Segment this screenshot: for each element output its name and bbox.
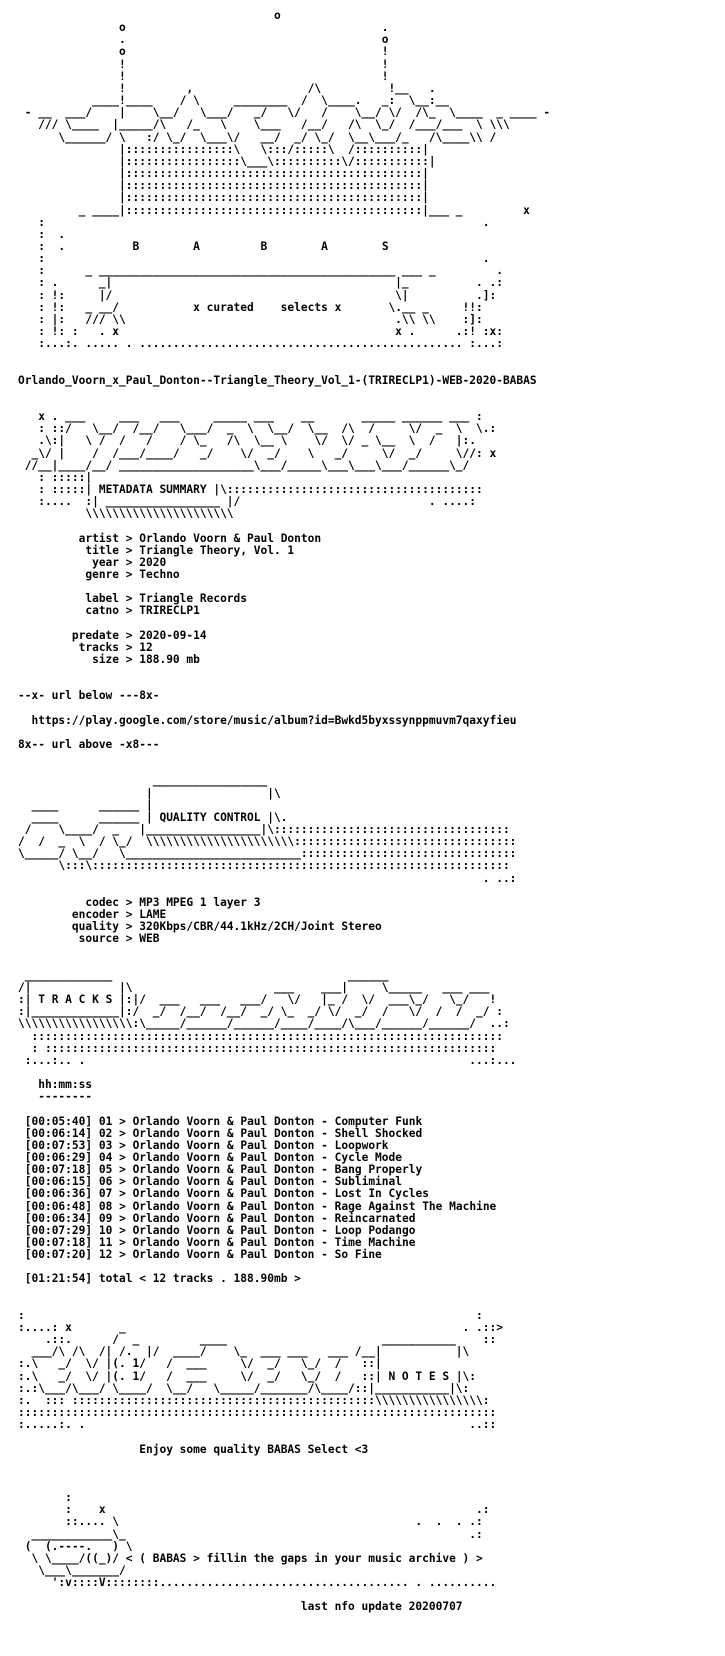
group-tagline: x curated selects x — [193, 300, 342, 314]
notes-text: Enjoy some quality BABAS Select <3 — [139, 1442, 369, 1456]
quality-row-source: source > WEB — [18, 932, 160, 946]
url-line — [18, 715, 648, 727]
url-above-marker: 8x-- url above -x8--- — [18, 737, 160, 751]
track-row: [00:07:18] 05 > Orlando Voorn & Paul Donton - Bang Properly — [24, 1163, 423, 1177]
logo-art-base: : |: /// \\ .\\ \\ :]: : !: : . x x . .:! :x: :...:. ..... . ................................................ :...: — [38, 312, 503, 351]
quality-quality-value: 320Kbps/CBR/44.1kHz/2CH/Joint Stereo — [139, 920, 382, 934]
meta-row-label: label > Triangle Records — [18, 592, 248, 606]
quality-row-encoder: encoder > LAME — [18, 908, 167, 922]
tracks-heading: T R A C K S — [38, 993, 113, 1007]
group-letters: : . B A B A S — [18, 239, 389, 253]
tracks-total — [18, 1273, 648, 1285]
url-below-marker: --x- url below ---8x- — [18, 689, 160, 703]
footer-update: last nfo update 20200707 — [300, 1600, 463, 1614]
quality-codec-value: MP3 MPEG 1 layer 3 — [139, 895, 261, 909]
meta-title-value: Triangle Theory, Vol. 1 — [139, 543, 295, 557]
meta-row-catno: catno > TRIRECLP1 — [18, 604, 200, 618]
notes-heading-line: :.\ _/ \/ |(. 1/ / ___ \/ _/ \_/ / ::| N O T E S |\: — [18, 1369, 477, 1383]
meta-row-title: title > Triangle Theory, Vol. 1 — [18, 543, 295, 557]
footer-slogan: < ( BABAS > fillin the gaps in your music archive ) > — [125, 1551, 483, 1565]
footer-slogan-line: \ \____/((_)/ < ( BABAS > fillin the gaps in your music archive ) > — [18, 1551, 483, 1565]
quality-banner-art-lower: / \____/ _ |_________________|\::::::::::::::::::::::::::::::::::: / / _ \ / \_/ \\\\\\\\\\\\\\\\\\\\\\::::::::::::::::::::::::::::::::: \_____/ \__/ \__________________________:::::::::::::::::::::::::::::::: \:::\:::::::::::::::::::::::::::::::::::::::::::::::::::::::::::::: . ..: — [18, 823, 517, 885]
meta-genre-value: Techno — [139, 568, 180, 581]
notes-text-line — [18, 1444, 648, 1456]
notes-banner-art-lower: :.:\___/\___/ \____/ \__/ \_____/_______/\____/::|___________|\: :. ::: :::::::::::::::::::::::::::::::::::::::::::::\\\\\\\\\\\\\\\\: ::::::::::::::::::::::::::::::::::::::::::::::::::::::::::::::::::::::: :.....:. . ..:: — [18, 1381, 497, 1432]
logo-art-lower: : . : _ ____________________________________________ ___ _ . : . _| |_ . .: : !: |/ \| .]: — [38, 252, 503, 302]
quality-source-value: WEB — [139, 932, 160, 946]
tracks-banner-art-lower: :|_____________|:/ _/ /__/ /__/ _/ \_ _/ \/ _/ / \/ / / _/ : \\\\\\\\\\\\\\\\\:\_____/______/______/____/____/\___/______/______/ ..: :::::::::::::::::::::::::::::::::::::::::::::::::::::::::::::::::::::: : ::::::::::::::::::::::::::::::::::::::::::::::::::::::::::::::::::: :...:.. . ...:... — [18, 1005, 517, 1067]
quality-row-codec: codec > MP3 MPEG 1 layer 3 — [18, 895, 261, 909]
meta-row-genre: genre > Techno — [18, 568, 180, 581]
release-name: Orlando_Voorn_x_Paul_Donton--Triangle_Theory_Vol_1-(TRIRECLP1)-WEB-2020-BABAS — [18, 373, 537, 387]
group-letter-3: B — [260, 239, 268, 253]
track-row: [00:07:20] 12 > Orlando Voorn & Paul Donton - So Fine — [24, 1248, 382, 1262]
metadata-banner-art: x . ___ ___ ___ _____ ___ __ _____ ______ ___ : : ::/ \__/ /__/ \___/ _ \ \__/ \__ /\ / \/ _ \ \.: .\:| \ / / / / \_ /\ \__ \ \/ \/ _ \__ \ / |:. _\/ | / /___/____/ _/ \/ _/ \ _/ \/ _/ \//: x //__|____/__/ ____________________\___/_____\___\___\___/______\_/ : :::::| — [24, 410, 497, 484]
track-row: [00:07:18] 11 > Orlando Voorn & Paul Donton - Time Machine — [24, 1235, 416, 1249]
track-row: [00:06:48] 08 > Orlando Voorn & Paul Donton - Rage Against The Machine — [24, 1199, 497, 1213]
quality-heading: QUALITY CONTROL — [159, 810, 261, 824]
quality-banner-art: _________________ | |\ ____ ______ | — [31, 774, 281, 812]
track-row: [00:06:15] 06 > Orlando Voorn & Paul Donton - Subliminal — [24, 1175, 402, 1189]
notes-heading: N O T E S — [388, 1369, 450, 1383]
notes-banner-art: : : :....: x _ . .::> .::. / _ ____ ___________ :: ___/\ /\ /| /. |/ ____/ \_ ___ ___ ___ /__| |\ :.\ _/ \/ |(. 1/ / ___ \/ _/ \_/ / ::| — [18, 1308, 503, 1371]
tracks-heading-line: :| T R A C K S |:|/ ___ ___ ___/ \/ |_ / \/ ___\_/ \_/ ! — [18, 993, 503, 1007]
quality-encoder-value: LAME — [139, 908, 167, 922]
meta-artist-value: Orlando Voorn & Paul Donton — [139, 531, 322, 545]
meta-row-predate: predate > 2020-09-14 — [18, 628, 207, 642]
quality-heading-line: ____ ______ | QUALITY CONTROL |\. — [18, 810, 490, 824]
track-row: [00:06:36] 07 > Orlando Voorn & Paul Donton - Lost In Cycles — [24, 1187, 429, 1201]
logo-art: o o . . o o ! ! ! ! ! ! , /\ !__ . ____!____ / \ ________ / \____. _: \__:__ - __ ___/ | \__/ \___/ _/ \/ / \__/ \/ /\_ \____ _ ____ - /// \____ |_____/\ /_ \ \___ /__/ /\ \_/ /___/___ \ \\\ \______/ \ :/ \_/ \___\/ __/ _/ \_/ \__\___/_ /\____\\ / |::::::::::::::::\ \:::/:::::\ /::::::::::| |:::::::::::::::::\___\::::::::::\/:::::::::::| |::::::::::::::::::::::::::::::::::::::::::::| |::::::::::::::::::::::::::::::::::::::::::::| |::::::::::::::::::::::::::::::::::::::::::::| _ ____|::::::::::::::::::::::::::::::::::::::::::::|___ _ x : . : . — [24, 9, 551, 241]
meta-size-value: 188.90 mb — [139, 652, 200, 666]
meta-label-value: Triangle Records — [139, 592, 248, 606]
album-url-link[interactable]: https://play.google.com/store/music/album?id=Bwkd5byxssynppmuvm7qaxyfieu — [31, 713, 517, 727]
time-format — [18, 1079, 648, 1091]
track-row: [00:06:34] 09 > Orlando Voorn & Paul Donton - Reincarnated — [24, 1211, 416, 1225]
metadata-heading: METADATA SUMMARY — [98, 482, 207, 496]
meta-year-value: 2020 — [139, 555, 167, 569]
time-format-underline: -------- — [38, 1090, 93, 1104]
track-row: [00:07:53] 03 > Orlando Voorn & Paul Donton - Loopwork — [24, 1138, 389, 1152]
track-row: [00:06:29] 04 > Orlando Voorn & Paul Donton - Cycle Mode — [24, 1150, 402, 1164]
group-letter-2: A — [193, 239, 200, 253]
footer-art-lower: \___\_______/ ':v::::V::::::::..................................... . .......... — [38, 1563, 497, 1590]
group-tagline-line: : !: _ __/ x curated selects x \.__ _ !!: — [18, 300, 503, 314]
meta-row-tracks: tracks > 12 — [18, 640, 153, 654]
group-letter-1: B — [132, 239, 140, 253]
track-row: [00:05:40] 01 > Orlando Voorn & Paul Donton - Computer Funk — [24, 1114, 423, 1128]
footer-update-line — [18, 1601, 648, 1613]
footer-art: : : x .: ::.... \ . . . .: ____________\_ .: ( (.----. ) \ — [24, 1491, 490, 1553]
meta-predate-value: 2020-09-14 — [139, 628, 207, 642]
meta-tracks-value: 12 — [139, 640, 153, 654]
meta-row-size: size > 188.90 mb — [18, 652, 200, 666]
track-row: [00:06:14] 02 > Orlando Voorn & Paul Donton - Shell Shocked — [24, 1126, 423, 1140]
track-row: [00:07:29] 10 > Orlando Voorn & Paul Donton - Loop Podango — [24, 1223, 416, 1237]
quality-row-quality: quality > 320Kbps/CBR/44.1kHz/2CH/Joint Stereo — [18, 920, 382, 934]
metadata-banner-tail: :.... :| _________________ |/ . ....: \\\\\\\\\\\\\\\\\\\\\\ — [38, 495, 477, 521]
group-letter-4: A — [321, 239, 328, 253]
group-letter-5: S — [381, 239, 389, 253]
time-format-label: hh:mm:ss — [38, 1078, 93, 1092]
metadata-heading-line: : :::::| METADATA SUMMARY |\:::::::::::::::::::::::::::::::::::::: — [18, 482, 483, 496]
tracks-total-text: [01:21:54] total < 12 tracks . 188.90mb > — [24, 1272, 301, 1286]
meta-catno-value: TRIRECLP1 — [139, 604, 200, 618]
tracks-banner-art: _____________ ______ /| |\ ___ ___| \_____ ___ ___ — [18, 968, 490, 994]
meta-row-year: year > 2020 — [18, 555, 167, 569]
meta-row-artist: artist > Orlando Voorn & Paul Donton — [18, 531, 322, 545]
